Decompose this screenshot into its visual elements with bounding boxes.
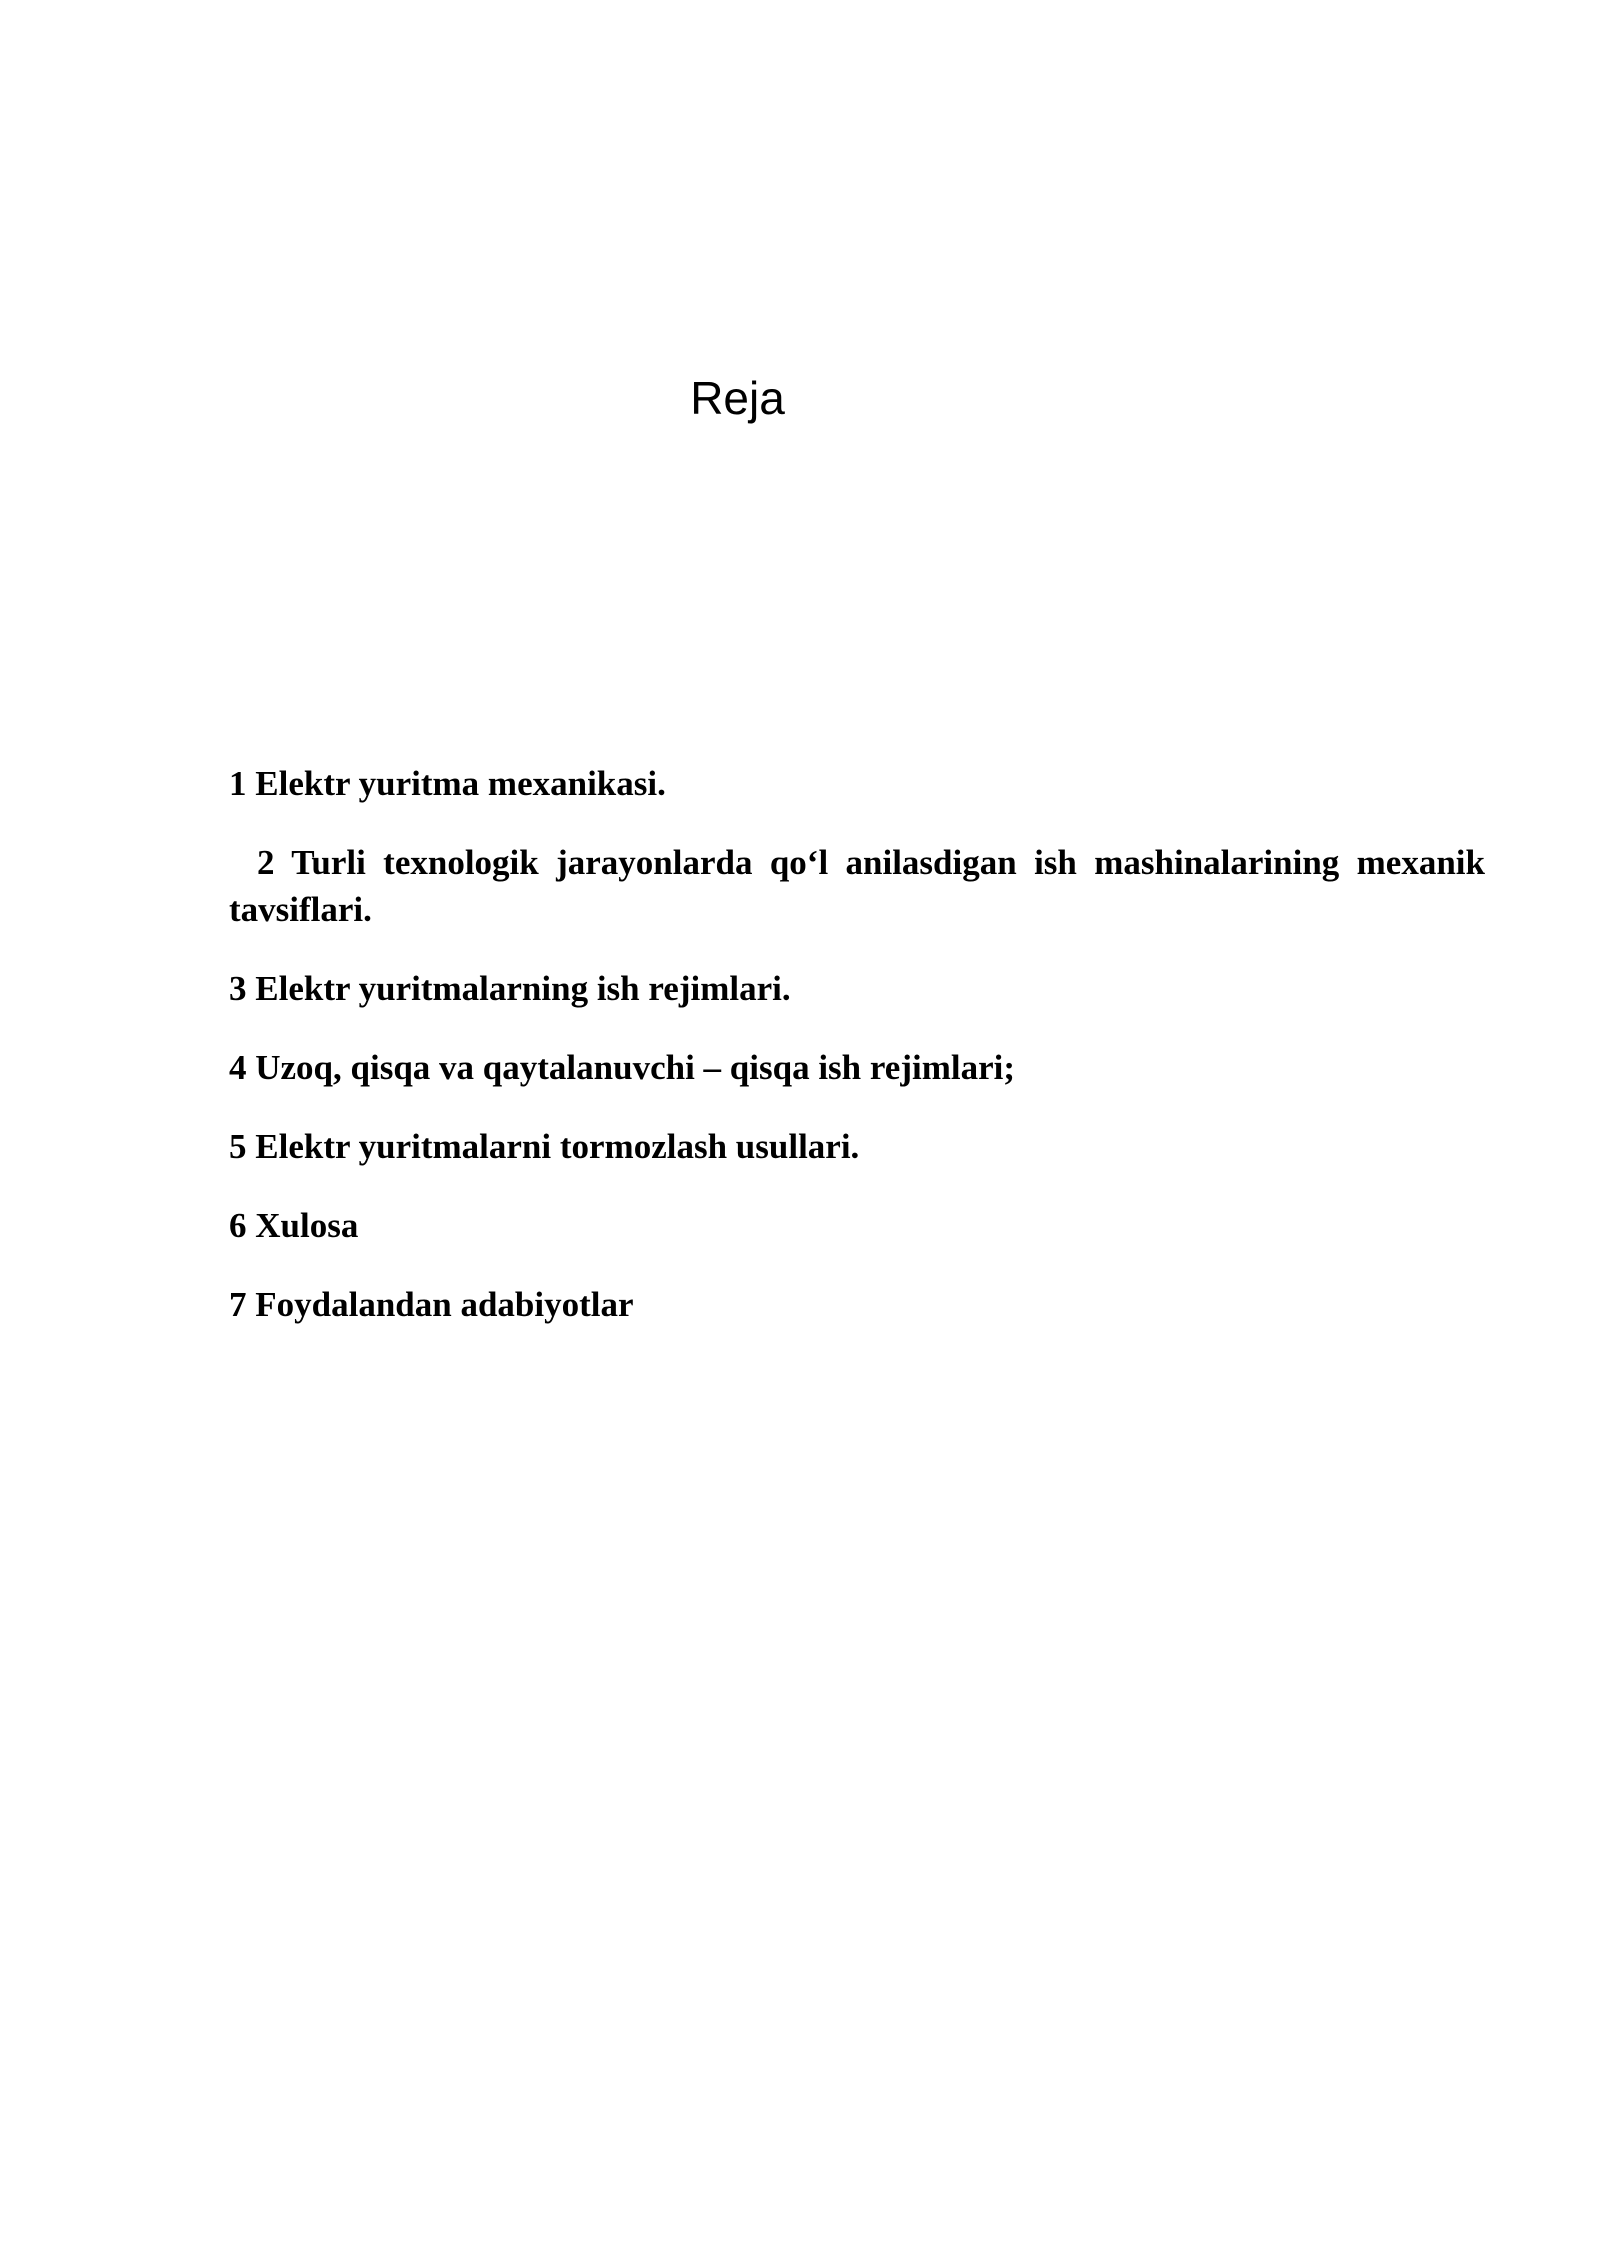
toc-item-6: 6 Xulosa: [229, 1206, 359, 1245]
toc-item-7: 7 Foydalandan adabiyotlar: [229, 1285, 634, 1324]
toc-item-4: 4 Uzoq, qisqa va qaytalanuvchi – qisqa ish rejimlari;: [229, 1048, 1015, 1087]
table-of-contents: [229, 760, 1485, 1360]
toc-item-5: 5 Elektr yuritmalarni tormozlash usullari.: [229, 1127, 860, 1166]
toc-item-2: 2 Turli texnologik jarayonlarda qo‘l anilasdigan ish mashinalarining mexanik tavsiflari.: [229, 843, 1485, 929]
toc-item-3: 3 Elektr yuritmalarning ish rejimlari.: [229, 969, 791, 1008]
toc-item-1: 1 Elektr yuritma mexanikasi.: [229, 764, 666, 803]
page-title: Reja: [690, 372, 785, 424]
